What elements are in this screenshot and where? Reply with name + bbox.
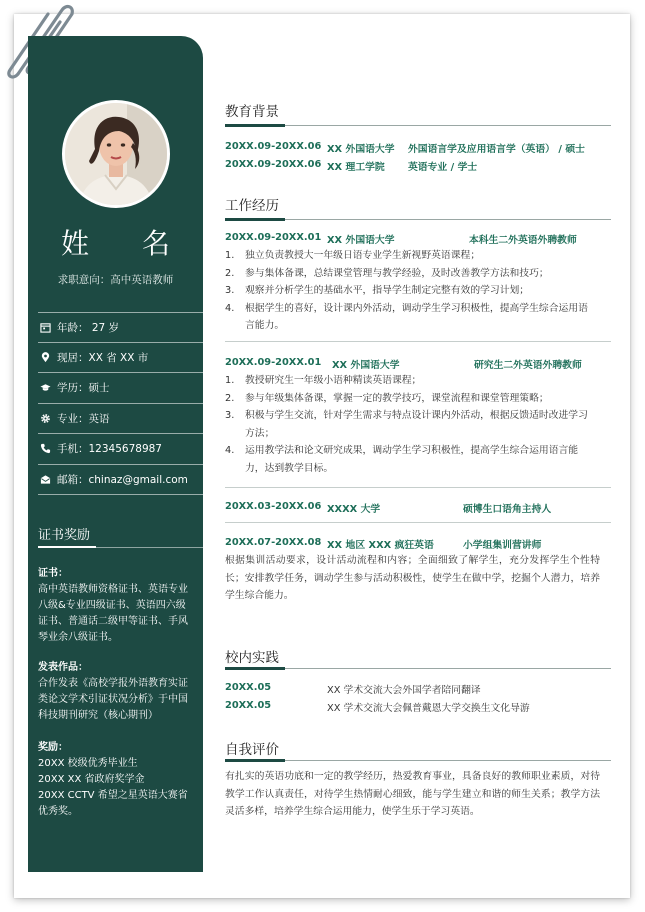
- works-text: 合作发表《高校学报外语教育实证类论文学术引证状况分析》于中国科技期刊研究（核心期刊）: [38, 678, 188, 721]
- info-phone: [38, 434, 203, 465]
- portrait-photo: [65, 103, 167, 205]
- personal-info-list: [38, 312, 203, 495]
- location-icon: [40, 352, 51, 363]
- education-row: [225, 159, 611, 173]
- info-major: [38, 404, 203, 435]
- campus-date: 20XX.05: [225, 682, 272, 693]
- self-title: 自我评价: [225, 742, 279, 758]
- job-intent: 求职意向：高中英语教师: [57, 274, 174, 286]
- campus-title: 校内实践: [225, 650, 279, 666]
- info-email: [38, 465, 203, 496]
- info-location: [38, 343, 203, 374]
- gear-icon: [40, 413, 51, 424]
- job-header: [225, 357, 611, 371]
- award-item: 20XX XX 省政府奖学金: [38, 774, 145, 785]
- education-row: [225, 141, 611, 155]
- works-heading: 发表作品：: [38, 662, 88, 673]
- job-org: XX 地区 XXX 疯狂英语: [327, 540, 434, 551]
- list-item: 3. 积极与学生交流，针对学生需求与特点设计课内外活动，根据反馈适时改进学习方法；: [225, 410, 588, 439]
- edu-major: 外国语言学及应用语言学（英语） / 硕士: [408, 144, 585, 155]
- certificates-block: [38, 566, 188, 646]
- job-role: 本科生二外英语外聘教师: [469, 235, 577, 246]
- awards-block: [38, 740, 188, 820]
- job-header: [225, 537, 611, 551]
- job-duties: [225, 247, 597, 335]
- sidebar: [28, 36, 203, 872]
- info-degree-text: 学历：硕士: [57, 382, 110, 395]
- info-major-text: 专业：英语: [57, 412, 110, 425]
- edu-date: 20XX.09-20XX.06: [225, 159, 322, 170]
- education-bar: [225, 124, 285, 127]
- mail-icon: [40, 474, 51, 485]
- info-degree: [38, 373, 203, 404]
- job-role: 小学组集训营讲师: [463, 540, 542, 551]
- job-org: XX 外国语大学: [327, 235, 395, 246]
- education-title: 教育背景: [225, 104, 279, 120]
- campus-row: [225, 700, 611, 714]
- job-org: XXXX 大学: [327, 504, 381, 515]
- edu-school: XX 理工学院: [327, 162, 385, 173]
- certificates-heading: 证书：: [38, 568, 68, 579]
- job-date: 20XX.09-20XX.01: [225, 232, 322, 243]
- edu-date: 20XX.09-20XX.06: [225, 141, 322, 152]
- campus-text: XX 学术交流大会佩普戴恩大学交换生文化导游: [327, 703, 530, 714]
- job-date: 20XX.03-20XX.06: [225, 501, 322, 512]
- info-age: [38, 312, 203, 343]
- list-item: 3. 观察并分析学生的基础水平，指导学生制定完整有效的学习计划；: [225, 285, 530, 297]
- list-item: 1. 教授研究生一年级小语种精读英语课程；: [225, 375, 422, 386]
- graduation-cap-icon: [40, 382, 51, 393]
- info-location-text: 现居：XX 省 XX 市: [57, 351, 149, 364]
- edu-school: XX 外国语大学: [327, 144, 395, 155]
- campus-bar: [225, 667, 285, 670]
- calendar-icon: [40, 322, 51, 333]
- job-header: [225, 501, 611, 515]
- info-email-text: 邮箱：chinaz@gmail.com: [57, 473, 188, 486]
- job-role: 硕博生口语角主持人: [463, 504, 552, 515]
- self-bar: [225, 759, 285, 762]
- job-divider: [225, 522, 611, 523]
- work-title: 工作经历: [225, 198, 279, 214]
- edu-major: 英语专业 / 学士: [408, 162, 478, 173]
- candidate-name: 姓 名: [61, 227, 192, 260]
- self-evaluation-text: 有扎实的英语功底和一定的教学经历，热爱教育事业，具备良好的教师职业素质，对待教学工作认真责任，对待学生热情耐心细致，能与学生建立和谐的师生关系；教学方法灵活多样，培养学生综合运用能力，使学生乐于学习英语。: [225, 771, 600, 818]
- phone-icon: [40, 443, 51, 454]
- job-header: [225, 232, 611, 246]
- list-item: 4. 运用教学法和论文研究成果，调动学生学习积极性，提高学生综合运用语言能力，达到教学目标。: [225, 445, 579, 474]
- info-age-text: 年龄： 27 岁: [57, 321, 120, 334]
- info-phone-text: 手机：12345678987: [57, 443, 162, 456]
- award-item: 20XX CCTV 希望之星英语大赛省优秀奖。: [38, 790, 188, 817]
- job-date: 20XX.09-20XX.01: [225, 357, 322, 368]
- certs-title-rule: [96, 547, 203, 548]
- certs-title: 证书奖励: [38, 528, 91, 543]
- campus-date: 20XX.05: [225, 700, 272, 711]
- list-item: 1. 独立负责教授大一年级日语专业学生新视野英语课程；: [225, 250, 481, 261]
- list-item: 2. 参与集体备课，总结课堂管理与教学经验，及时改善教学方法和技巧；: [225, 267, 549, 279]
- certificates-text: 高中英语教师资格证书、英语专业八级&专业四级证书、英语四六级证书、普通话二级甲等证书、手风琴业余八级证书。: [38, 584, 188, 643]
- job-divider: [225, 487, 611, 488]
- award-item: 20XX 校级优秀毕业生: [38, 758, 138, 769]
- campus-row: [225, 682, 611, 696]
- list-item: 2. 参与年级集体备课，掌握一定的教学技巧，课堂流程和课堂管理策略；: [225, 392, 549, 404]
- job-description: 根据集训活动要求，设计活动流程和内容；全面细致了解学生，充分发挥学生个性特长；安排教学任务，调动学生参与活动积极性，使学生在做中学，挖掘个人潜力，培养学生综合能力。: [225, 555, 600, 602]
- certs-title-bar: [38, 546, 96, 548]
- job-duties: [225, 372, 597, 478]
- work-bar: [225, 218, 285, 221]
- job-divider: [225, 341, 611, 342]
- awards-heading: 奖励：: [38, 742, 68, 753]
- avatar: [62, 100, 170, 208]
- list-item: 4. 根据学生的喜好，设计课内外活动，调动学生学习积极性，提高学生综合运用语言能力。: [225, 302, 588, 332]
- job-org: XX 外国语大学: [332, 360, 400, 371]
- job-date: 20XX.07-20XX.08: [225, 537, 322, 548]
- works-block: [38, 660, 188, 724]
- campus-text: XX 学术交流大会外国学者陪同翻译: [327, 685, 481, 696]
- job-role: 研究生二外英语外聘教师: [474, 360, 582, 371]
